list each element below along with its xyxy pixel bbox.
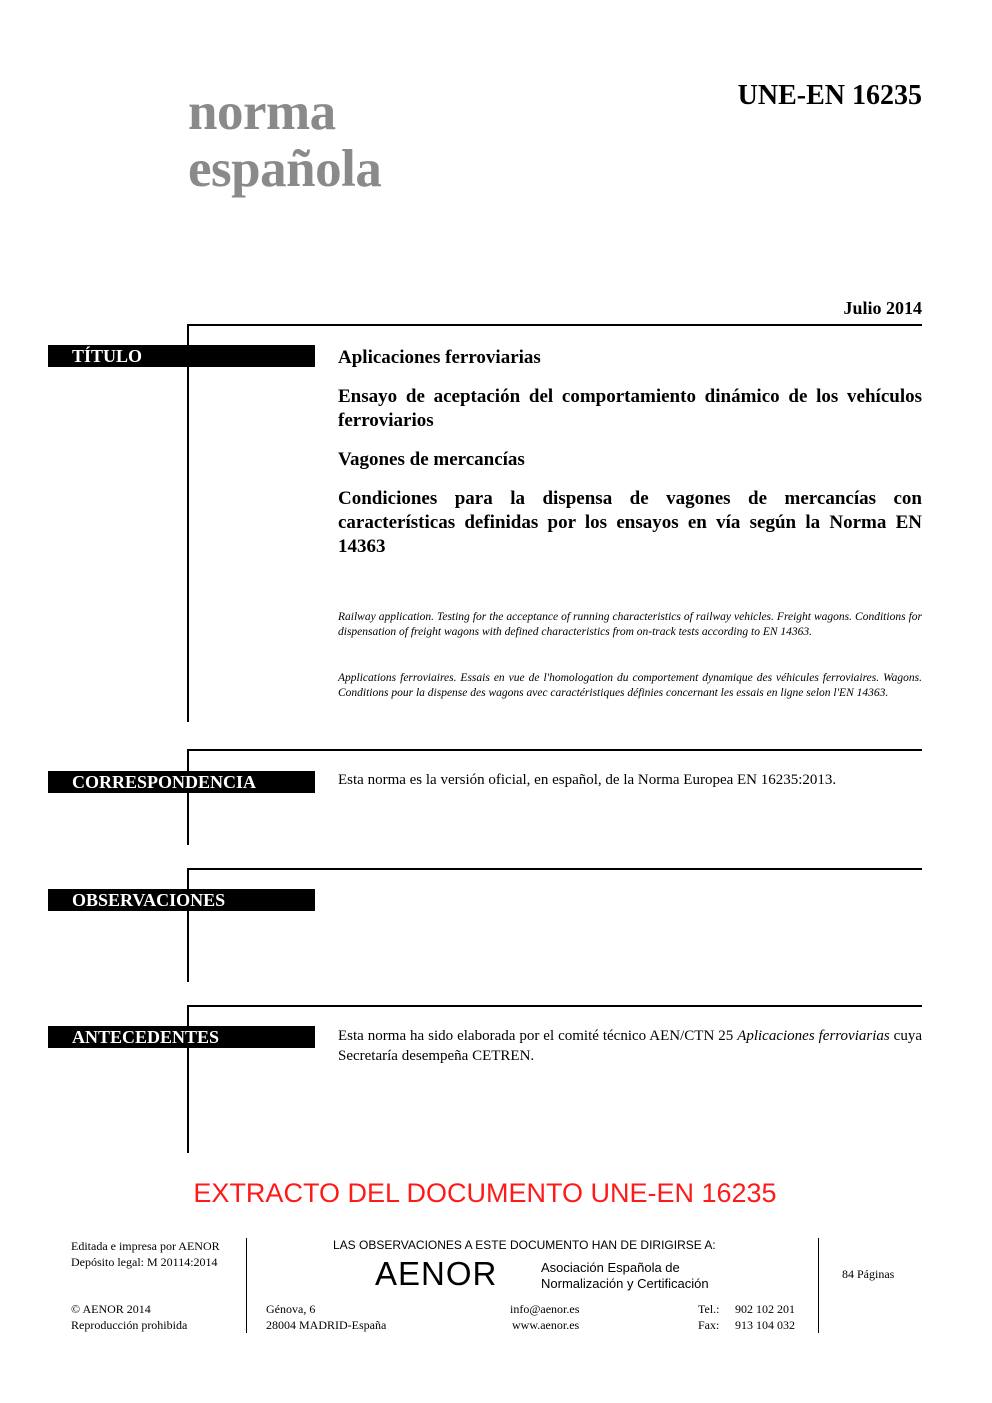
footer-edited: Editada e impresa por AENOR [71,1239,220,1253]
tel-label: Tel.: [698,1302,720,1316]
english-title: Railway application. Testing for the acceptance of running characteristics of railway vehicles. Freight wagons. Conditions for dispensation of freight wagons with defined characteristics from on-track tests according to EN 14363. [338,611,922,638]
footer-reproduction: Reproducción prohibida [71,1318,188,1332]
section-vertical-rule [187,868,189,982]
organization-name [541,1260,709,1292]
title-line-1: Aplicaciones ferroviarias [338,347,541,368]
contact-website: www.aenor.es [512,1318,580,1332]
brand-line-1: norma [188,83,336,141]
address-line-1: Génova, 6 [266,1302,316,1316]
observaciones-label: OBSERVACIONES [48,889,315,911]
standard-code: UNE-EN 16235 [737,80,922,111]
section-divider [187,1005,922,1007]
section-divider [187,749,922,751]
extract-banner: EXTRACTO DEL DOCUMENTO UNE-EN 16235 [193,1178,777,1208]
tel-value: 902 102 201 [735,1302,795,1316]
section-divider [187,868,922,870]
antecedentes-text-end: cuya Secretaría desempeña CETREN. [338,1028,923,1064]
page-count: 84 Páginas [842,1267,895,1281]
titulo-label: TÍTULO [48,345,315,367]
footer-divider [818,1238,819,1333]
antecedentes-text-start: Esta norma ha sido elaborada por el comité técnico AEN/CTN 25 [338,1028,738,1044]
publication-date: Julio 2014 [843,298,922,318]
title-line-3: Vagones de mercancías [338,449,525,470]
correspondencia-label: CORRESPONDENCIA [48,771,315,793]
organization-name-line-1: Asociación Española de [541,1260,680,1275]
brand-title [188,84,381,198]
antecedentes-text [338,1026,922,1066]
fax-label: Fax: [698,1318,720,1332]
brand-line-2: española [188,140,382,198]
title-line-4: Condiciones para la dispensa de vagones de mercancías con características definidas por los ensayos en vía según la Norma EN 14363 [338,488,922,557]
title-line-2: Ensayo de aceptación del comportamiento dinámico de los vehículos ferroviarios [338,386,922,431]
committee-name: Aplicaciones ferroviarias [737,1028,890,1044]
footer-divider [246,1238,247,1333]
observations-notice: LAS OBSERVACIONES A ESTE DOCUMENTO HAN DE DIRIGIRSE A: [333,1238,716,1252]
footer-copyright: © AENOR 2014 [71,1302,151,1316]
french-title: Applications ferroviaires. Essais en vue de l'homologation du comportement dynamique des véhicules ferroviaires. Wagons. Conditions pour la dispense des wagons avec caractéristiques définies concernant les essais en ligne selon l'EN 14363. [338,672,922,699]
section-vertical-rule [187,324,189,722]
organization-name-line-2: Normalización y Certificación [541,1276,709,1291]
footer-deposit: Depósito legal: M 20114:2014 [71,1255,218,1269]
section-divider [187,324,922,326]
correspondencia-text: Esta norma es la versión oficial, en español, de la Norma Europea EN 16235:2013. [338,772,837,788]
address-line-2: 28004 MADRID-España [266,1318,387,1332]
aenor-logo: AENOR [375,1255,498,1292]
antecedentes-label: ANTECEDENTES [48,1026,315,1048]
section-vertical-rule [187,749,189,845]
contact-email: info@aenor.es [510,1302,580,1316]
fax-value: 913 104 032 [735,1318,795,1332]
